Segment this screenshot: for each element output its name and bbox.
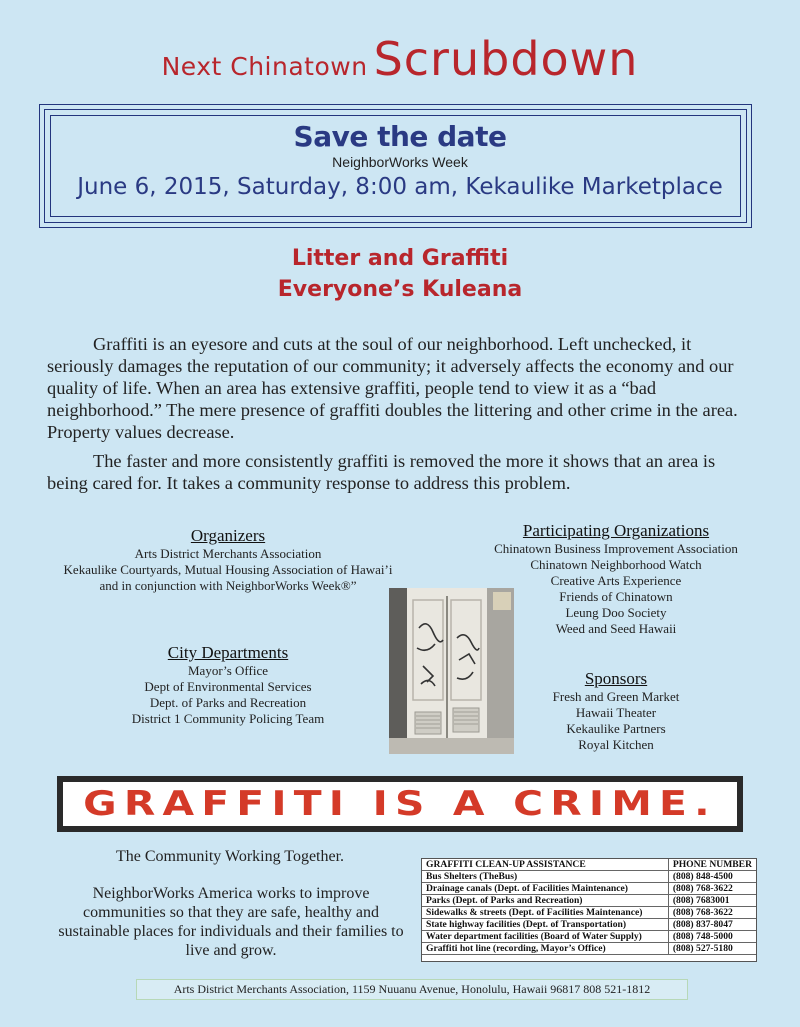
table-row — [422, 943, 756, 955]
sponsors-section — [530, 669, 702, 753]
table-cell-service: Parks (Dept. of Parks and Recreation) — [422, 895, 668, 907]
list-item: Dept of Environmental Services — [144, 679, 312, 694]
table-row — [422, 883, 756, 895]
table-cell-phone: (808) 527-5180 — [668, 943, 756, 955]
list-item: District 1 Community Policing Team — [131, 711, 325, 726]
city-departments-title: City Departments — [167, 643, 289, 662]
table-row — [422, 871, 756, 883]
table-row — [422, 919, 756, 931]
body-paragraph-1: Graffiti is an eyesore and cuts at the soul of our neighborhood. Left unchecked, it seriously damages the reputation of our community; it adversely affects the economy and our quality of life. When an area has extensive graffiti, people tend to view it as a “bad neighborhood.” The mere presence of graffiti doubles the littering and other crime in the area. Property values decrease. — [47, 334, 738, 442]
table-header-row — [422, 859, 756, 871]
event-details: June 6, 2015, Saturday, 8:00 am, Kekaulike Marketplace — [77, 174, 723, 200]
graffiti-door-image — [389, 588, 514, 754]
header-title — [0, 32, 800, 86]
body-paragraph-2: The faster and more consistently graffiti is removed the more it shows that an area is being cared for. It takes a community response to address this problem. — [47, 451, 716, 493]
list-item: Mayor’s Office — [187, 663, 269, 678]
list-item: Kekaulike Partners — [566, 721, 666, 736]
table-row — [422, 895, 756, 907]
table-cell-service: Bus Shelters (TheBus) — [422, 871, 668, 883]
footer-address: Arts District Merchants Association, 1159 Nuuanu Avenue, Honolulu, Hawaii 96817 808 521-1812 — [136, 979, 688, 1000]
table-cell-service: Sidewalks & streets (Dept. of Facilities Maintenance) — [422, 907, 668, 919]
neighborworks-paragraph: NeighborWorks America works to improve communities so that they are safe, healthy and sustainable places for individuals and their families to live and grow. — [58, 885, 404, 959]
table-row — [422, 931, 756, 943]
community-heading: The Community Working Together. — [115, 848, 345, 865]
header-prefix: Next Chinatown — [161, 52, 368, 81]
sponsors-title: Sponsors — [584, 669, 648, 688]
table-cell-phone: (808) 7683001 — [668, 895, 756, 907]
organizers-title: Organizers — [190, 526, 266, 545]
banner-text: GRAFFITI IS A CRIME. — [83, 784, 717, 824]
table-cell-service: Graffiti hot line (recording, Mayor’s Office) — [422, 943, 668, 955]
table-header-phone: PHONE NUMBER — [668, 859, 756, 871]
list-item: Chinatown Business Improvement Association — [494, 541, 738, 556]
table-cell-phone: (808) 748-5000 — [668, 931, 756, 943]
list-item: Fresh and Green Market — [552, 689, 680, 704]
list-item: Kekaulike Courtyards, Mutual Housing Association of Hawai’i — [63, 562, 393, 577]
list-item: Weed and Seed Hawaii — [555, 621, 677, 636]
save-the-date-title: Save the date — [293, 120, 507, 153]
save-the-date-subtitle: NeighborWorks Week — [332, 154, 468, 170]
participating-organizations-section — [476, 521, 756, 637]
table-cell-service: Drainage canals (Dept. of Facilities Maintenance) — [422, 883, 668, 895]
table-cell-service: State highway facilities (Dept. of Transportation) — [422, 919, 668, 931]
cleanup-assistance-table — [421, 858, 757, 962]
list-item: Arts District Merchants Association — [134, 546, 322, 561]
list-item: Chinatown Neighborhood Watch — [530, 557, 702, 572]
table-cell-phone: (808) 848-4500 — [668, 871, 756, 883]
table-cell-phone: (808) 768-3622 — [668, 907, 756, 919]
table-header-service: GRAFFITI CLEAN-UP ASSISTANCE — [422, 859, 668, 871]
city-departments-section — [117, 643, 339, 727]
table-cell-phone: (808) 837-8047 — [668, 919, 756, 931]
table-cell-service: Water department facilities (Board of Water Supply) — [422, 931, 668, 943]
graffiti-door-photo — [389, 588, 514, 754]
list-item: Creative Arts Experience — [550, 573, 682, 588]
participating-title: Participating Organizations — [522, 521, 710, 540]
list-item: Friends of Chinatown — [559, 589, 673, 604]
graffiti-crime-banner — [57, 776, 743, 832]
table-row — [422, 907, 756, 919]
tagline-line1: Litter and Graffiti — [291, 246, 509, 271]
list-item: Leung Doo Society — [565, 605, 667, 620]
organizers-section — [40, 526, 416, 594]
list-item: and in conjunction with NeighborWorks Week®” — [99, 578, 357, 593]
tagline-line2: Everyone’s Kuleana — [277, 277, 523, 302]
list-item: Dept. of Parks and Recreation — [149, 695, 307, 710]
table-cell-phone: (808) 768-3622 — [668, 883, 756, 895]
list-item: Royal Kitchen — [578, 737, 654, 752]
header-scrubdown: Scrubdown — [373, 32, 639, 86]
list-item: Hawaii Theater — [575, 705, 657, 720]
